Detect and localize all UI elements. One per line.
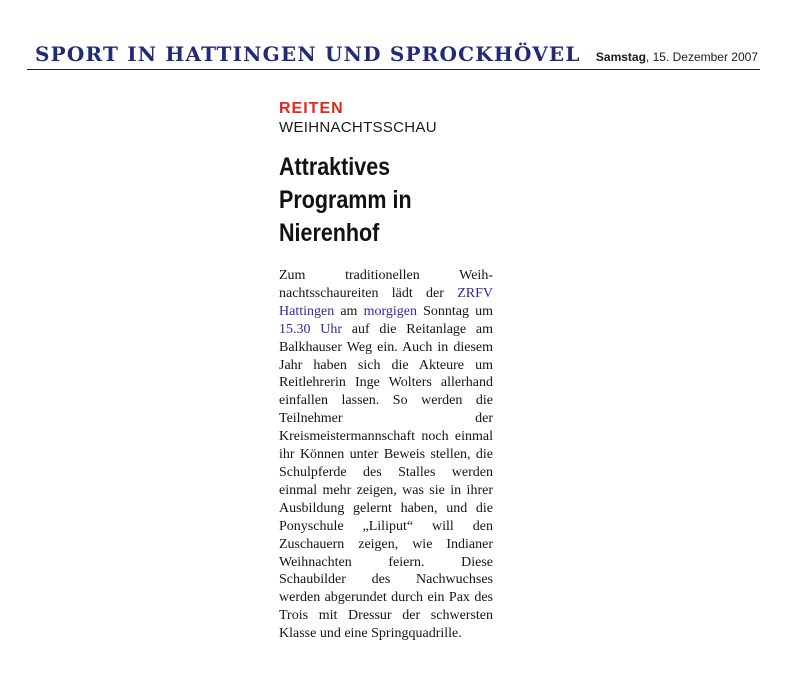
headline-line: Attraktives bbox=[279, 153, 391, 181]
article-kicker: REITEN bbox=[279, 100, 344, 117]
event-time: 15.30 Uhr bbox=[279, 321, 343, 337]
body-text-segment: Sonntag um bbox=[416, 303, 494, 319]
date-weekday: Samstag bbox=[595, 50, 646, 64]
article-subkicker: WEIHNACHTSSCHAU bbox=[279, 119, 437, 136]
event-day: morgigen bbox=[363, 303, 417, 319]
headline-line: Programm in bbox=[279, 186, 412, 214]
article bbox=[279, 100, 493, 643]
organization-name: ZRFV Hattingen bbox=[279, 285, 493, 319]
masthead bbox=[27, 42, 760, 70]
body-text-segment: auf die Reitanlage am Balkhauser Weg ein. Auch in diesem Jahr haben sich die Akteure um Reitlehrerin Inge Wolters allerhand einfallen lassen. So werden die Teilnehmer der Kreismeistermannschaft noch einmal ihr Können unter Beweis stellen, die Schulpferde des Stalles werden einmal mehr zeigen, was sie in ihrer Ausbildung gelernt haben, und die Ponyschule „Liliput“ will den Zuschauern zeigen, wie Indianer Weihnachten feiern. Diese Schaubilder des Nachwuchses werden abgerundet durch ein Pax des Trois mit Dressur der schwersten Klasse und eine Springquadrille. bbox=[279, 321, 493, 642]
article-body bbox=[279, 267, 493, 643]
body-text-segment: am bbox=[334, 303, 364, 319]
publication-date bbox=[596, 50, 758, 64]
body-text-segment: Zum traditionellen Weihnachtsschaureiten lädt der bbox=[279, 268, 493, 301]
article-headline bbox=[279, 151, 463, 250]
date-text: , 15. Dezember 2007 bbox=[645, 50, 758, 64]
header-rule bbox=[27, 69, 760, 70]
section-title: SPORT IN HATTINGEN UND SPROCKHÖVEL bbox=[35, 42, 581, 66]
headline-line: Nierenhof bbox=[279, 219, 380, 247]
